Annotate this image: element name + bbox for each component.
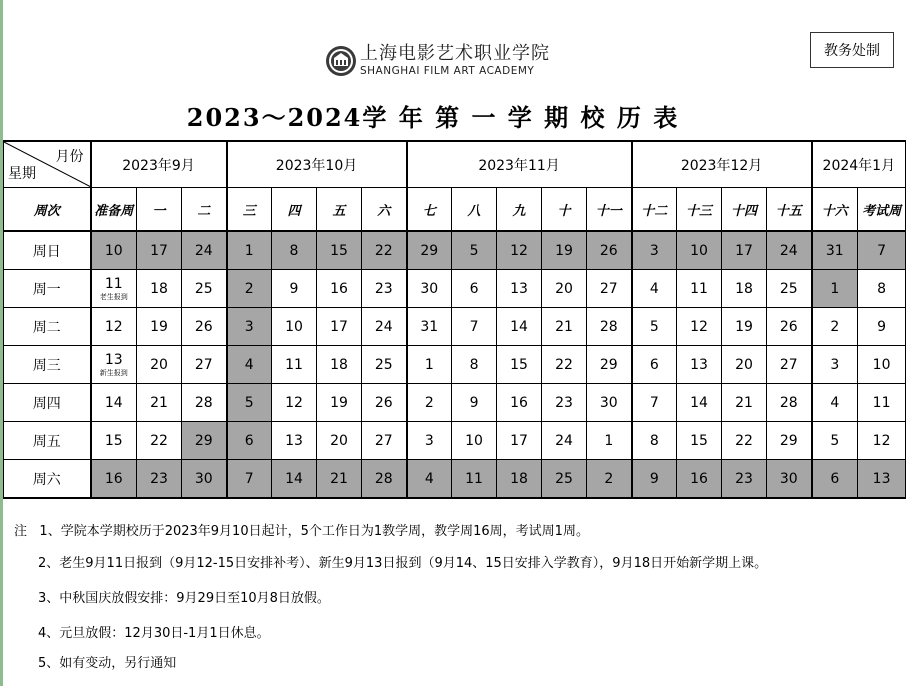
date-cell: 4 (812, 384, 858, 422)
week-header: 一 (137, 188, 182, 232)
date-cell: 8 (632, 422, 677, 460)
date-cell: 24 (542, 422, 587, 460)
date-number: 13 (104, 351, 123, 368)
date-cell: 11 (452, 460, 497, 499)
date-cell: 12 (497, 231, 542, 270)
date-cell: 11 (858, 384, 906, 422)
date-cell: 27 (587, 270, 632, 308)
date-cell: 23 (722, 460, 767, 499)
date-cell: 23 (362, 270, 407, 308)
date-cell: 26 (767, 308, 812, 346)
date-cell: 18 (722, 270, 767, 308)
date-cell: 6 (812, 460, 858, 499)
week-header: 二 (182, 188, 227, 232)
date-note: 老生报到 (99, 292, 128, 301)
date-cell: 4 (407, 460, 452, 499)
date-cell: 23 (542, 384, 587, 422)
office-label: 教务处制 (810, 32, 894, 68)
date-cell: 20 (722, 346, 767, 384)
table-row (4, 231, 906, 270)
date-cell: 12 (272, 384, 317, 422)
school-name-en: SHANGHAI FILM ART ACADEMY (360, 65, 535, 78)
week-header: 十五 (767, 188, 812, 232)
note-prefix: 注 (14, 524, 28, 539)
weekday-label: 周一 (4, 270, 91, 308)
date-cell: 13 (497, 270, 542, 308)
date-cell: 1 (812, 270, 858, 308)
month-header: 2023年12月 (632, 141, 812, 188)
date-cell: 29 (587, 346, 632, 384)
date-cell: 7 (632, 384, 677, 422)
date-cell: 29 (767, 422, 812, 460)
date-cell: 30 (767, 460, 812, 499)
date-cell: 23 (137, 460, 182, 499)
week-header: 考试周 (858, 188, 906, 232)
date-cell: 27 (767, 346, 812, 384)
date-cell: 17 (137, 231, 182, 270)
date-cell: 16 (317, 270, 362, 308)
date-cell: 25 (362, 346, 407, 384)
date-cell: 12 (858, 422, 906, 460)
date-cell: 28 (182, 384, 227, 422)
date-cell: 24 (767, 231, 812, 270)
weekday-label: 周三 (4, 346, 91, 384)
date-cell: 7 (858, 231, 906, 270)
date-cell: 8 (452, 346, 497, 384)
date-cell: 14 (91, 384, 137, 422)
date-cell: 5 (812, 422, 858, 460)
date-cell: 27 (182, 346, 227, 384)
week-header: 十三 (677, 188, 722, 232)
school-emblem-icon (325, 45, 357, 77)
date-cell: 28 (587, 308, 632, 346)
date-cell: 21 (317, 460, 362, 499)
date-cell (91, 346, 137, 384)
week-header: 十四 (722, 188, 767, 232)
date-cell: 14 (272, 460, 317, 499)
week-header: 七 (407, 188, 452, 232)
date-cell: 15 (317, 231, 362, 270)
date-cell: 16 (677, 460, 722, 499)
week-header: 准备周 (91, 188, 137, 232)
date-cell: 22 (542, 346, 587, 384)
page-title: 2023～2024学 年 第 一 学 期 校 历 表 (186, 103, 680, 132)
date-cell: 14 (677, 384, 722, 422)
date-cell: 30 (407, 270, 452, 308)
date-cell: 17 (317, 308, 362, 346)
date-cell: 20 (137, 346, 182, 384)
weekday-label: 周二 (4, 308, 91, 346)
date-cell: 13 (677, 346, 722, 384)
date-cell: 22 (362, 231, 407, 270)
date-cell: 26 (587, 231, 632, 270)
date-cell: 10 (858, 346, 906, 384)
date-cell: 21 (542, 308, 587, 346)
table-row (4, 308, 906, 346)
week-header: 六 (362, 188, 407, 232)
date-cell: 16 (497, 384, 542, 422)
date-cell: 5 (632, 308, 677, 346)
table-row (4, 384, 906, 422)
date-cell: 28 (362, 460, 407, 499)
weekday-label: 周六 (4, 460, 91, 499)
date-cell: 17 (497, 422, 542, 460)
date-cell: 12 (677, 308, 722, 346)
date-cell: 9 (632, 460, 677, 499)
date-cell: 2 (587, 460, 632, 499)
date-cell: 1 (227, 231, 272, 270)
date-cell: 10 (677, 231, 722, 270)
date-cell: 19 (137, 308, 182, 346)
note-item-3: 3、中秋国庆放假安排：9月29日至10月8日放假。 (38, 591, 330, 606)
date-cell: 3 (407, 422, 452, 460)
date-cell: 4 (227, 346, 272, 384)
weekday-label: 周日 (4, 231, 91, 270)
date-cell: 30 (182, 460, 227, 499)
date-cell: 24 (362, 308, 407, 346)
month-header: 2024年1月 (812, 141, 906, 188)
date-cell: 19 (542, 231, 587, 270)
school-logo (325, 43, 550, 79)
date-cell: 18 (497, 460, 542, 499)
date-cell: 29 (182, 422, 227, 460)
school-name-cn: 上海电影艺术职业学院 (360, 43, 550, 65)
week-header: 九 (497, 188, 542, 232)
date-cell: 1 (587, 422, 632, 460)
date-cell: 24 (182, 231, 227, 270)
week-header: 十六 (812, 188, 858, 232)
date-cell: 25 (182, 270, 227, 308)
date-cell: 9 (272, 270, 317, 308)
date-cell: 30 (587, 384, 632, 422)
date-cell: 8 (858, 270, 906, 308)
date-cell: 20 (317, 422, 362, 460)
table-row (4, 270, 906, 308)
note-item-5: 5、如有变动，另行通知 (38, 656, 177, 671)
week-header: 十 (542, 188, 587, 232)
week-row-label: 周次 (4, 188, 91, 232)
date-cell: 6 (452, 270, 497, 308)
date-cell: 10 (452, 422, 497, 460)
date-cell: 28 (767, 384, 812, 422)
week-header: 八 (452, 188, 497, 232)
date-cell: 9 (858, 308, 906, 346)
month-header: 2023年9月 (91, 141, 227, 188)
date-cell: 2 (812, 308, 858, 346)
date-cell: 7 (227, 460, 272, 499)
date-cell (91, 270, 137, 308)
date-note: 新生报到 (99, 368, 128, 377)
date-cell: 18 (317, 346, 362, 384)
calendar-table (3, 140, 906, 499)
date-cell: 16 (91, 460, 137, 499)
month-header: 2023年10月 (227, 141, 407, 188)
date-number: 11 (104, 275, 123, 292)
note-item-4: 4、元旦放假：12月30日-1月1日休息。 (38, 626, 270, 641)
date-cell: 19 (317, 384, 362, 422)
date-cell: 26 (182, 308, 227, 346)
date-cell: 29 (407, 231, 452, 270)
week-header: 三 (227, 188, 272, 232)
date-cell: 22 (137, 422, 182, 460)
date-cell: 26 (362, 384, 407, 422)
note-text: 1、学院本学期校历于2023年9月10日起计，5个工作日为1教学周，教学周16周，考试周1周。 (39, 524, 589, 539)
date-cell: 3 (227, 308, 272, 346)
corner-month-label: 月份 (55, 149, 84, 165)
date-cell: 10 (272, 308, 317, 346)
date-cell: 2 (407, 384, 452, 422)
date-cell: 2 (227, 270, 272, 308)
note-item-2: 2、老生9月11日报到（9月12-15日安排补考）、新生9月13日报到（9月14、15日安排入学教育），9月18日开始新学期上课。 (38, 556, 768, 571)
date-cell: 21 (722, 384, 767, 422)
date-cell: 21 (137, 384, 182, 422)
date-cell: 22 (722, 422, 767, 460)
date-cell: 8 (272, 231, 317, 270)
corner-header (4, 141, 91, 188)
date-cell: 11 (272, 346, 317, 384)
date-cell: 15 (91, 422, 137, 460)
date-cell: 27 (362, 422, 407, 460)
weekday-label: 周五 (4, 422, 91, 460)
date-cell: 18 (137, 270, 182, 308)
month-header: 2023年11月 (407, 141, 632, 188)
date-cell: 7 (452, 308, 497, 346)
date-cell: 17 (722, 231, 767, 270)
date-cell: 3 (632, 231, 677, 270)
week-header: 五 (317, 188, 362, 232)
date-cell: 13 (272, 422, 317, 460)
date-cell: 6 (227, 422, 272, 460)
table-row (4, 346, 906, 384)
date-cell: 14 (497, 308, 542, 346)
date-cell: 6 (632, 346, 677, 384)
week-header: 四 (272, 188, 317, 232)
corner-week-label: 星期 (8, 166, 36, 182)
date-cell: 1 (407, 346, 452, 384)
date-cell: 11 (677, 270, 722, 308)
date-cell: 5 (452, 231, 497, 270)
week-header: 十一 (587, 188, 632, 232)
date-cell: 9 (452, 384, 497, 422)
note-item-1 (14, 520, 589, 539)
date-cell: 13 (858, 460, 906, 499)
table-row (4, 422, 906, 460)
table-row (4, 460, 906, 499)
date-cell: 4 (632, 270, 677, 308)
date-cell: 10 (91, 231, 137, 270)
weekday-label: 周四 (4, 384, 91, 422)
date-cell: 5 (227, 384, 272, 422)
date-cell: 20 (542, 270, 587, 308)
date-cell: 31 (407, 308, 452, 346)
date-cell: 31 (812, 231, 858, 270)
date-cell: 19 (722, 308, 767, 346)
date-cell: 15 (677, 422, 722, 460)
week-header: 十二 (632, 188, 677, 232)
date-cell: 25 (767, 270, 812, 308)
date-cell: 12 (91, 308, 137, 346)
date-cell: 25 (542, 460, 587, 499)
date-cell: 3 (812, 346, 858, 384)
date-cell: 15 (497, 346, 542, 384)
